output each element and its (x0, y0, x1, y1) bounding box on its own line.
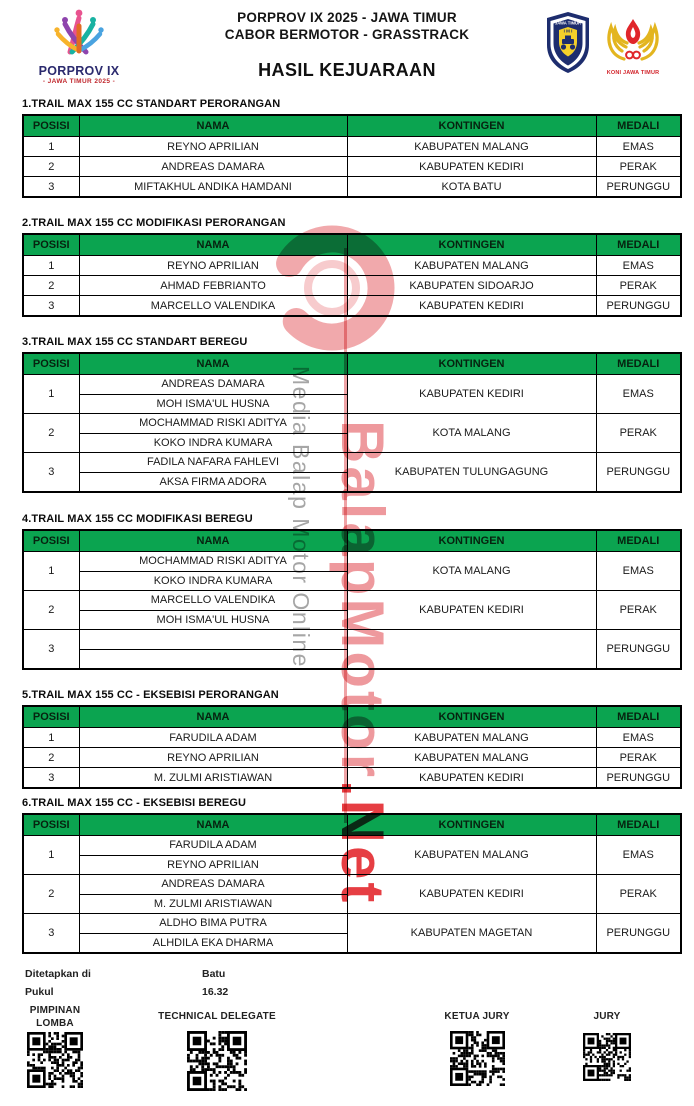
cell-kontingen: KABUPATEN MALANG (347, 836, 596, 875)
section-title: 4.TRAIL MAX 155 CC MODIFIKASI BEREGU (22, 513, 253, 525)
column-header: MEDALI (596, 353, 681, 375)
table-row (23, 914, 681, 934)
cell-nama: REYNO APRILIAN (79, 137, 347, 157)
cell-nama: AKSA FIRMA ADORA (79, 472, 347, 492)
footer-field-value: Batu (202, 968, 226, 980)
results-table (22, 233, 682, 317)
cell-medali: PERUNGGU (596, 768, 681, 789)
imi-shield-icon (544, 11, 592, 74)
cell-nama: MOH ISMA'UL HUSNA (79, 394, 347, 414)
page-title: HASIL KEJUARAAN (258, 60, 436, 80)
cell-nama: FARUDILA ADAM (79, 728, 347, 748)
column-header: NAMA (79, 353, 347, 375)
cell-nama: MOH ISMA'UL HUSNA (79, 610, 347, 630)
table-row (23, 137, 681, 157)
results-table (22, 813, 682, 954)
results-table (22, 705, 682, 789)
cell-posisi: 3 (23, 453, 79, 493)
cell-posisi: 2 (23, 591, 79, 630)
column-header: NAMA (79, 234, 347, 256)
table-row (23, 375, 681, 395)
cell-posisi: 2 (23, 157, 79, 177)
column-header: POSISI (23, 814, 79, 836)
section-title: 3.TRAIL MAX 155 CC STANDART BEREGU (22, 336, 248, 348)
results-table (22, 529, 682, 670)
section-title: 1.TRAIL MAX 155 CC STANDART PERORANGAN (22, 98, 281, 110)
column-header: MEDALI (596, 706, 681, 728)
section (22, 98, 680, 198)
cell-nama: REYNO APRILIAN (79, 256, 347, 276)
cell-nama: ANDREAS DAMARA (79, 875, 347, 895)
column-header: KONTINGEN (347, 530, 596, 552)
section (22, 217, 680, 317)
cell-kontingen: KABUPATEN MALANG (347, 256, 596, 276)
watermark-gray-text: Media Balap Motor Online (288, 366, 314, 668)
section (22, 797, 680, 954)
cell-medali: EMAS (596, 728, 681, 748)
cell-medali: EMAS (596, 375, 681, 414)
results-table (22, 352, 682, 493)
cell-posisi: 2 (23, 875, 79, 914)
cell-medali: EMAS (596, 137, 681, 157)
table-row (23, 453, 681, 473)
cell-kontingen: KABUPATEN KEDIRI (347, 296, 596, 317)
porprov-logo-subtitle: - JAWA TIMUR 2025 - (42, 78, 116, 85)
cell-nama: ALHDILA EKA DHARMA (79, 933, 347, 953)
qr-code (27, 1032, 83, 1093)
table-row (23, 414, 681, 434)
cell-medali: PERUNGGU (596, 914, 681, 954)
cell-kontingen: KOTA MALANG (347, 552, 596, 591)
svg-text:I M I: I M I (563, 28, 573, 34)
cell-posisi: 1 (23, 256, 79, 276)
cell-posisi: 1 (23, 137, 79, 157)
cell-posisi: 1 (23, 836, 79, 875)
section (22, 689, 680, 789)
signature-label: PIMPINAN (29, 1005, 81, 1016)
signature-label: TECHNICAL DELEGATE (158, 1011, 276, 1022)
table-row (23, 875, 681, 895)
imi-logo (544, 11, 592, 79)
column-header: KONTINGEN (347, 115, 596, 137)
signature-block (542, 1010, 672, 1086)
cell-nama: MOCHAMMAD RISKI ADITYA (79, 414, 347, 434)
section (22, 513, 680, 670)
cell-nama: M. ZULMI ARISTIAWAN (79, 894, 347, 914)
cell-kontingen: KABUPATEN TULUNGAGUNG (347, 453, 596, 493)
cell-medali: PERAK (596, 591, 681, 630)
cell-posisi: 1 (23, 728, 79, 748)
column-header: KONTINGEN (347, 706, 596, 728)
column-header: NAMA (79, 115, 347, 137)
cell-nama: KOKO INDRA KUMARA (79, 571, 347, 591)
cell-medali: PERUNGGU (596, 296, 681, 317)
column-header: KONTINGEN (347, 234, 596, 256)
cell-nama: REYNO APRILIAN (79, 855, 347, 875)
cell-kontingen: KABUPATEN KEDIRI (347, 875, 596, 914)
cell-posisi: 3 (23, 296, 79, 317)
cell-medali: EMAS (596, 836, 681, 875)
cell-nama: KOKO INDRA KUMARA (79, 433, 347, 453)
cell-nama: MARCELLO VALENDIKA (79, 296, 347, 317)
porprov-figures-icon (50, 8, 108, 60)
column-header: KONTINGEN (347, 353, 596, 375)
column-header: KONTINGEN (347, 814, 596, 836)
cell-kontingen (347, 630, 596, 670)
table-row (23, 748, 681, 768)
koni-wings-icon (602, 13, 664, 67)
table-row (23, 276, 681, 296)
signature-label: KETUA JURY (444, 1011, 510, 1022)
cell-kontingen: KOTA BATU (347, 177, 596, 198)
column-header: NAMA (79, 530, 347, 552)
cell-nama: M. ZULMI ARISTIAWAN (79, 768, 347, 789)
cell-nama: MOCHAMMAD RISKI ADITYA (79, 552, 347, 572)
porprov-logo (36, 8, 122, 86)
column-header: POSISI (23, 234, 79, 256)
watermark-red-suffix: .Net (329, 780, 396, 906)
watermark-red-main: BalapMotor (329, 420, 396, 780)
table-row (23, 768, 681, 789)
section-title: 5.TRAIL MAX 155 CC - EKSEBISI PERORANGAN (22, 689, 279, 701)
cell-medali: PERUNGGU (596, 177, 681, 198)
cell-nama: REYNO APRILIAN (79, 748, 347, 768)
cell-nama: AHMAD FEBRIANTO (79, 276, 347, 296)
cell-posisi: 2 (23, 276, 79, 296)
cell-medali: PERAK (596, 875, 681, 914)
footer-field-label: Pukul (25, 986, 54, 998)
svg-text:JAWA TIMUR: JAWA TIMUR (554, 20, 582, 26)
column-header: MEDALI (596, 234, 681, 256)
signature-label: LOMBA (36, 1018, 74, 1029)
signature-block (152, 1010, 282, 1096)
cell-kontingen: KABUPATEN MAGETAN (347, 914, 596, 954)
koni-logo (598, 13, 668, 76)
table-row (23, 591, 681, 611)
cell-medali: PERAK (596, 748, 681, 768)
table-row (23, 296, 681, 317)
column-header: POSISI (23, 115, 79, 137)
column-header: POSISI (23, 530, 79, 552)
signature-label: JURY (593, 1011, 621, 1022)
cell-posisi: 3 (23, 177, 79, 198)
cell-nama: ANDREAS DAMARA (79, 375, 347, 395)
column-header: MEDALI (596, 115, 681, 137)
cell-kontingen: KOTA MALANG (347, 414, 596, 453)
cell-medali: PERAK (596, 157, 681, 177)
cell-kontingen: KABUPATEN KEDIRI (347, 768, 596, 789)
signature-block (0, 1004, 120, 1093)
column-header: POSISI (23, 706, 79, 728)
cell-kontingen: KABUPATEN KEDIRI (347, 591, 596, 630)
cell-medali: PERAK (596, 276, 681, 296)
table-row (23, 552, 681, 572)
qr-code (187, 1031, 247, 1096)
results-table (22, 114, 682, 198)
cell-posisi: 3 (23, 768, 79, 789)
column-header: MEDALI (596, 814, 681, 836)
footer-field-label: Ditetapkan di (25, 968, 91, 980)
cell-nama: MIFTAKHUL ANDIKA HAMDANI (79, 177, 347, 198)
cell-kontingen: KABUPATEN SIDOARJO (347, 276, 596, 296)
cell-kontingen: KABUPATEN MALANG (347, 748, 596, 768)
event-subtitle: CABOR BERMOTOR - GRASSTRACK (224, 26, 470, 42)
cell-posisi: 1 (23, 375, 79, 414)
column-header: NAMA (79, 706, 347, 728)
cell-posisi: 3 (23, 914, 79, 954)
cell-nama: FARUDILA ADAM (79, 836, 347, 856)
column-header: MEDALI (596, 530, 681, 552)
column-header: POSISI (23, 353, 79, 375)
cell-posisi: 2 (23, 748, 79, 768)
table-row (23, 256, 681, 276)
footer-field-value: 16.32 (202, 986, 229, 998)
cell-posisi: 1 (23, 552, 79, 591)
table-row (23, 177, 681, 198)
cell-medali: EMAS (596, 552, 681, 591)
table-row (23, 836, 681, 856)
section (22, 336, 680, 493)
cell-posisi: 3 (23, 630, 79, 670)
signature-block (412, 1010, 542, 1091)
cell-kontingen: KABUPATEN MALANG (347, 728, 596, 748)
cell-medali: PERUNGGU (596, 453, 681, 493)
cell-nama: FADILA NAFARA FAHLEVI (79, 453, 347, 473)
cell-kontingen: KABUPATEN MALANG (347, 137, 596, 157)
cell-nama: ALDHO BIMA PUTRA (79, 914, 347, 934)
koni-logo-label: KONI JAWA TIMUR (606, 70, 660, 76)
cell-nama: ANDREAS DAMARA (79, 157, 347, 177)
cell-medali: EMAS (596, 256, 681, 276)
table-row (23, 728, 681, 748)
section-title: 2.TRAIL MAX 155 CC MODIFIKASI PERORANGAN (22, 217, 286, 229)
table-row (23, 157, 681, 177)
cell-kontingen: KABUPATEN KEDIRI (347, 157, 596, 177)
event-title: PORPROV IX 2025 - JAWA TIMUR (237, 10, 457, 25)
qr-code (450, 1031, 505, 1091)
column-header: NAMA (79, 814, 347, 836)
cell-medali: PERUNGGU (596, 630, 681, 670)
cell-posisi: 2 (23, 414, 79, 453)
cell-kontingen: KABUPATEN KEDIRI (347, 375, 596, 414)
cell-nama: MARCELLO VALENDIKA (79, 591, 347, 611)
qr-code (583, 1033, 631, 1086)
porprov-logo-title: PORPROV IX (38, 64, 120, 78)
cell-nama (79, 630, 347, 650)
cell-medali: PERAK (596, 414, 681, 453)
cell-nama (79, 649, 347, 669)
section-title: 6.TRAIL MAX 155 CC - EKSEBISI BEREGU (22, 797, 247, 809)
document-header (140, 10, 554, 81)
table-row (23, 630, 681, 650)
